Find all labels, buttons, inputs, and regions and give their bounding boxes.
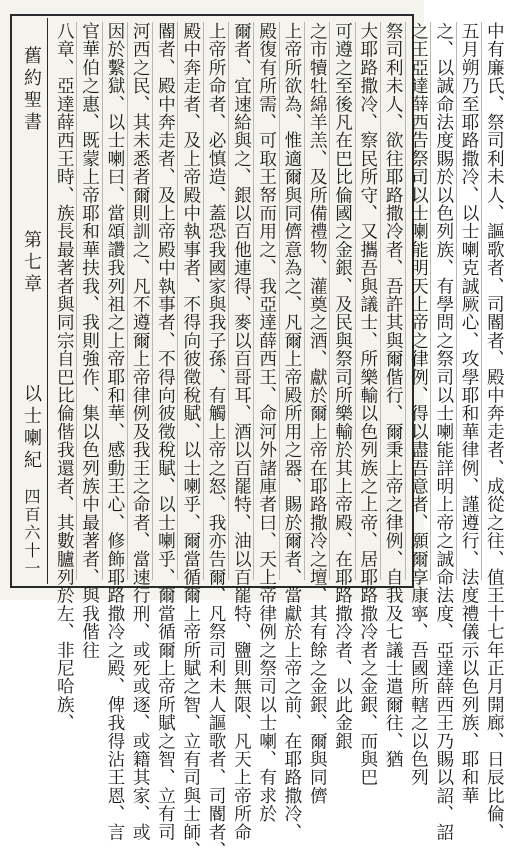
text-column: 祭司利未人、欲往耶路撒冷者、吾許其與爾偕行、爾秉上帝之律例、自我及七議士遣爾往、猶 xyxy=(380,22,405,580)
chapter-label: 第七章 xyxy=(21,230,42,296)
text-column: 殿中奔走者、及上帝殿中執事者、不得向彼徵稅賦、以士喇乎、爾當循爾上帝所賦之智、立有司與士師、 xyxy=(177,22,202,580)
text-column: 上帝所欲為、惟適爾與同儕意為之、凡爾上帝殿所用之器、賜於爾者、當獻於上帝之前、在耶路撒冷、 xyxy=(279,22,304,580)
text-column: 殿復有所需、可取王帑而用之、我亞達薛西王、命河外諸庫者曰、天上帝律例之祭司以士喇、有求於 xyxy=(253,22,278,580)
text-column: 五月朔乃至耶路撒冷、以士喇克誠厥心、攻學耶和華律例、謹遵行、法度禮儀示以色列族、耶和華 xyxy=(456,22,481,580)
page-number: 四百六十一 xyxy=(22,488,41,578)
text-column: 閽者、殿中奔走者、及上帝殿中執事者、不得向彼徵稅賦、以士喇乎、爾當循爾上帝所賦之智、立有司 xyxy=(152,22,177,580)
book-section: 以士喇紀 xyxy=(21,384,42,472)
text-column: 中有廉氏、祭司利未人、謳歌者、司閽者、殿中奔走者、成從之往、值王十七年正月開廊、日辰比倫、 xyxy=(481,22,506,580)
text-column: 官華伯之惠、既蒙上帝耶和華扶我、我則強作、集以色列族中最著者、與我偕往 xyxy=(76,22,101,580)
book-title: 舊約聖書 xyxy=(21,46,42,134)
margin-strip xyxy=(14,18,48,584)
text-column: 因於繫獄、以士喇曰、當頌讚我列祖之上帝耶和華、感動王心、修飾耶路撒冷之殿、俾我得沾王恩、言 xyxy=(102,22,127,580)
text-column: 可遵之至後凡在巴比倫國之金銀、及民與祭司所樂輸於其上帝殿、在耶路撒冷者、以此金銀 xyxy=(329,22,354,580)
text-column: 之王亞達薛西告祭司以士喇能明天上帝之律例、得以盡吾意者、願爾享康寧、吾國所轄之以色列 xyxy=(405,22,430,580)
text-column: 爾者、宜速給與之、銀以百他連得、麥以百哥耳、酒以百罷特、油以百罷特、鹽則無限、凡天上帝所命 xyxy=(228,22,253,580)
main-text xyxy=(52,22,505,859)
text-column: 之、以誠命法度賜於以色列族、有學問之祭司以士喇能詳明上帝之誠命法度、亞達薛西王乃賜以詔、詔 xyxy=(430,22,455,580)
text-column: 河西之民、其未悉者爾則訓之、凡不遵爾上帝律例及我王之命者、當速行刑、或死或逐、或籍其家、或 xyxy=(127,22,152,580)
text-column: 大耶路撒冷、察民所守、又攜吾與議士、所樂輸以色列族之上帝、居耶路撒冷者之金銀、而與巴 xyxy=(355,22,380,580)
text-column: 上帝所命者、必慎造、蓋恐我國家與我子孫、有觸上帝之怒、我亦告爾、凡祭司利未人謳歌者、司閽者、 xyxy=(203,22,228,580)
text-columns xyxy=(52,22,506,859)
text-column: 之市犢牡綿羊羔、及所備禮物、灌奠之酒、獻於爾上帝在耶路撒冷之壇、其有餘之金銀、爾與同儕 xyxy=(304,22,329,580)
text-column: 八章、亞達薛西王時、族長最著者與同宗自巴比倫偕我還者、其數臚列於左、非尼哈族、 xyxy=(54,22,75,732)
